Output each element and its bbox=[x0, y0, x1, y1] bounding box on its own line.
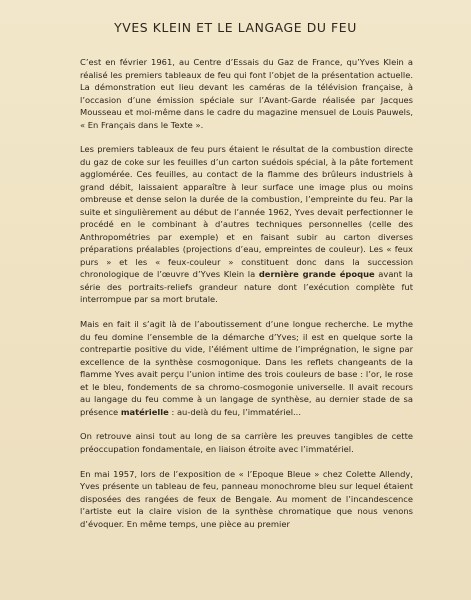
paragraph-text: Mais en fait il s’agit là de l’aboutissement d’une longue recherche. Le mythe du feu domine l’ensemble de la démarche d’Yves; il est en quelque sorte la contrepartie positive du vide, l’élément ultime de l’imprégnation, le signe par excellence de la synthèse cosmogonique. Dans les reflets changeants de la flamme Yves avait perçu l’union intime des trois couleurs de base : l’or, le rose et le bleu, fondements de sa chromo-cosmogonie universelle. Il avait recours au langage du feu comme à un langage de synthèse, au dernier stade de sa présence bbox=[80, 319, 413, 417]
paragraph-text: On retrouve ainsi tout au long de sa carrière les preuves tangibles de cette préoccupation fondamentale, en liaison étroite avec l’immatériel. bbox=[80, 431, 413, 454]
paragraph bbox=[80, 468, 413, 531]
document-title: YVES KLEIN ET LE LANGAGE DU FEU bbox=[114, 20, 357, 35]
paragraph bbox=[80, 143, 413, 306]
paragraph-text: : au-delà du feu, l’immatériel... bbox=[168, 406, 301, 417]
paragraph bbox=[80, 56, 413, 131]
paragraph bbox=[80, 318, 413, 418]
document-body bbox=[80, 56, 413, 542]
emphasis-text: matérielle bbox=[120, 406, 169, 417]
emphasis-text: dernière grande époque bbox=[258, 269, 375, 280]
paragraph-text: avant la série des portraits-reliefs grandeur nature dont l’exécution complète fut interrompue par sa mort brutale. bbox=[80, 269, 413, 305]
paragraph bbox=[80, 430, 413, 455]
paragraph-text: Les premiers tableaux de feu purs étaient le résultat de la combustion directe du gaz de coke sur les feuilles d’un carton suédois spécial, à la pâte fortement agglomérée. Ces feuilles, au contact de la flamme des brûleurs industriels à grand débit, laissaient apparaître à leur surface une image plus ou moins ombreuse et dense selon la durée de la combustion, l’empreinte du feu. Par la suite et singulièrement au début de l’année 1962, Yves devait perfectionner le procédé en le combinant à d’autres techniques personnelles (celle des Anthropométries par exemple) et en faisant subir au carton diverses préparations préalables (projections d’eau, empreintes de couleur). Les « feux purs » et les « feux-couleur » constituent donc dans la succession chronologique de l’œuvre d’Yves Klein la bbox=[80, 144, 413, 280]
paragraph-text: En mai 1957, lors de l’exposition de « l’Epoque Bleue » chez Colette Allendy, Yves présente un tableau de feu, panneau monochrome bleu sur lequel étaient disposées des rangées de feux de Bengale. Au moment de l’incandescence l’artiste eut la claire vision de la synthèse chromatique que nous venons d’évoquer. En même temps, une pièce au premier bbox=[80, 468, 413, 529]
paragraph-text: C’est en février 1961, au Centre d’Essais du Gaz de France, qu’Yves Klein a réalisé les premiers tableaux de feu qui font l’objet de la présentation actuelle. La démonstration eut lieu devant les caméras de la télévision française, à l’occasion d’une émission spéciale sur l’Avant-Garde réalisée par Jacques Mousseau et moi-même dans le cadre du magazine mensuel de Louis Pauwels, « En Français dans le Texte ». bbox=[80, 57, 413, 130]
